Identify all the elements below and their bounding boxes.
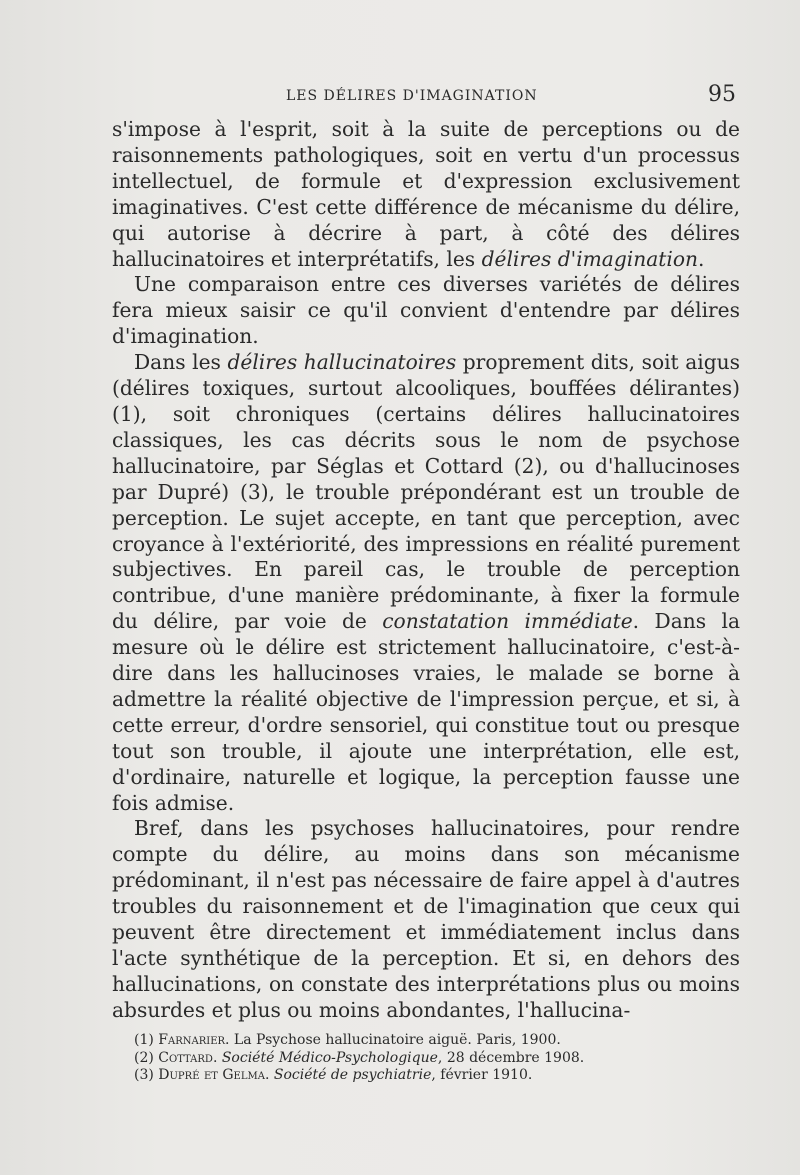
footnotes: [134, 1032, 734, 1085]
italic-text: délires d'imagination: [481, 246, 698, 271]
paragraph: [112, 117, 740, 272]
footnote-number: (3): [134, 1067, 159, 1083]
text-segment: . Dans la mesure où le délire est strictement hallucinatoire, c'est-à-dire dans les hallucinoses vraies, le malade se borne à admettre la réalité objective de l'impression perçue, et si, à cette erreur, d'ordre sensoriel, qui constitue tout ou presque tout son trouble, il ajoute une interprétation, elle est, d'ordinaire, naturelle et logique, la perception fausse une fois admise.: [112, 609, 740, 815]
footnote: [134, 1050, 734, 1068]
footnote-number: (2): [134, 1049, 159, 1066]
italic-text: constatation immédiate: [382, 609, 633, 634]
footnote-author: Dupré et Gelma.: [158, 1067, 270, 1083]
text-segment: .: [697, 246, 705, 271]
page-header: [0, 84, 800, 110]
italic-text: délires hallucinatoires: [227, 350, 457, 375]
footnote: [134, 1032, 734, 1050]
footnote-author: Farnarier.: [158, 1032, 230, 1048]
footnote-source: Société de psychiatrie: [269, 1067, 432, 1083]
text-segment: s'impose à l'esprit, soit à la suite de perceptions ou de raisonnements pathologiques, soit en vertu d'un processus intellectuel, de formule et d'expression exclusivement imaginatives. C'est cette différence de mécanisme du délire, qui autorise à décrire à part, à côté des délires hallucinatoires et interprétatifs, les: [112, 117, 740, 271]
paragraph: [112, 272, 740, 350]
footnote-date: , 28 décembre 1908.: [437, 1049, 585, 1066]
text-segment: Une comparaison entre ces diverses variétés de délires fera mieux saisir ce qu'il convient d'entendre par délires d'imagination.: [112, 272, 740, 349]
footnote-source: Société Médico-Psychologique: [217, 1049, 438, 1066]
running-title: LES DÉLIRES D'IMAGINATION: [286, 88, 538, 104]
paragraph: [112, 816, 740, 1023]
text-segment: proprement dits, soit aigus (délires toxiques, surtout alcooliques, bouffées délirantes) (1), soit chroniques (certains délires hallucinatoires classiques, les cas décrits sous le nom de psychose hallucinatoire, par Séglas et Cottard (2), ou d'hallucinoses par Dupré) (3), le trouble prépondérant est un trouble de perception. Le sujet accepte, en tant que perception, avec croyance à l'extériorité, des impressions en réalité purement subjectives. En pareil cas, le trouble de perception contribue, d'une manière prédominante, à fixer la formule du délire, par voie de: [112, 350, 741, 634]
paragraph: [112, 350, 740, 816]
footnote-number: (1): [134, 1032, 159, 1048]
footnote-date: , février 1910.: [431, 1067, 533, 1083]
page-number: 95: [708, 82, 736, 107]
text-segment: Dans les: [134, 350, 228, 375]
body-text: [112, 117, 740, 1024]
footnote-author: Cottard.: [158, 1049, 218, 1066]
footnote-text: La Psychose hallucinatoire aiguë. Paris, 1900.: [229, 1032, 561, 1048]
text-segment: Bref, dans les psychoses hallucinatoires, pour rendre compte du délire, au moins dans son mécanisme prédominant, il n'est pas nécessaire de faire appel à d'autres troubles du raisonnement et de l'imagination que ceux qui peuvent être directement et immédiatement inclus dans l'acte synthétique de la perception. Et si, en dehors des hallucinations, on constate des interprétations plus ou moins absurdes et plus ou moins abondantes, l'hallucina-: [112, 816, 740, 1022]
footnote: [134, 1067, 734, 1085]
